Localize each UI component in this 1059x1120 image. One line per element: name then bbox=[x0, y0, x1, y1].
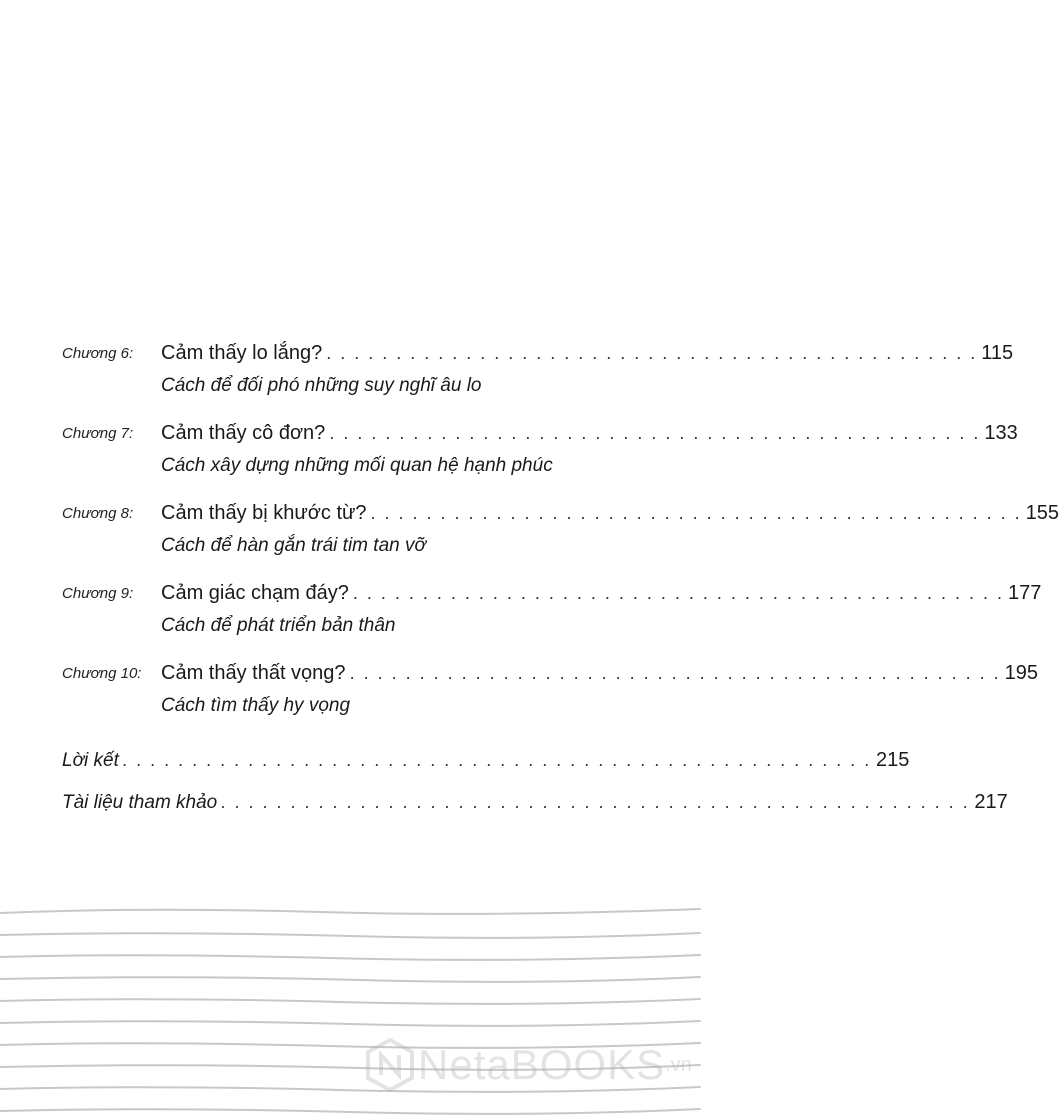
chapter-label: Chương 10: bbox=[62, 665, 142, 682]
chapter-title: Cảm thấy bị khước từ? bbox=[161, 502, 367, 524]
chapter-title: Cảm thấy thất vọng? bbox=[161, 662, 346, 684]
chapter-label: Chương 6: bbox=[62, 345, 134, 362]
chapter-subtitle: Cách tìm thấy hy vọng bbox=[161, 695, 351, 716]
chapter-title-line bbox=[161, 498, 1059, 528]
netabooks-logo-icon bbox=[362, 1037, 418, 1093]
chapter-subtitle: Cách để hàn gắn trái tim tan vỡ bbox=[161, 535, 426, 556]
dot-leader: . . . . . . . . . . . . . . . . . . . . . . . . . . . . . . . . . . . . . . . . . . . . . . . bbox=[329, 423, 981, 443]
chapter-6-entry bbox=[62, 338, 1014, 418]
dot-leader: . . . . . . . . . . . . . . . . . . . . . . . . . . . . . . . . . . . . . . . . . . . . . . . . . . . . . . bbox=[122, 750, 873, 770]
dot-leader: . . . . . . . . . . . . . . . . . . . . . . . . . . . . . . . . . . . . . . . . . . . . . . . bbox=[326, 343, 978, 363]
chapter-9-entry bbox=[62, 578, 1042, 658]
dot-leader: . . . . . . . . . . . . . . . . . . . . . . . . . . . . . . . . . . . . . . . . . . . . . . . bbox=[370, 503, 1022, 523]
chapter-title: Cảm thấy cô đơn? bbox=[161, 422, 326, 444]
page-number: 133 bbox=[984, 422, 1018, 444]
watermark bbox=[362, 1030, 692, 1100]
chapter-title: Cảm thấy lo lắng? bbox=[161, 342, 323, 364]
watermark-brand: NetaBOOKS bbox=[418, 1041, 666, 1088]
chapter-subtitle: Cách để đối phó những suy nghĩ âu lo bbox=[161, 375, 482, 396]
references-entry bbox=[62, 787, 1008, 818]
extra-title: Lời kết bbox=[62, 750, 119, 771]
page-number: 155 bbox=[1025, 502, 1059, 524]
page-number: 217 bbox=[974, 791, 1008, 813]
chapter-subtitle: Cách xây dựng những mối quan hệ hạnh phúc bbox=[161, 455, 553, 476]
extra-title: Tài liệu tham khảo bbox=[62, 792, 218, 813]
dot-leader: . . . . . . . . . . . . . . . . . . . . . . . . . . . . . . . . . . . . . . . . . . . . . . . . . . . . . . bbox=[221, 792, 971, 812]
chapter-subtitle: Cách để phát triển bản thân bbox=[161, 615, 396, 636]
chapter-8-entry bbox=[62, 498, 1059, 578]
chapter-title: Cảm giác chạm đáy? bbox=[161, 582, 349, 604]
chapter-title-line bbox=[161, 338, 1014, 368]
chapter-title-line bbox=[161, 658, 1039, 688]
page-number: 215 bbox=[876, 749, 910, 771]
page-number: 195 bbox=[1004, 662, 1039, 684]
chapter-label: Chương 8: bbox=[62, 505, 134, 522]
chapter-7-entry bbox=[62, 418, 1018, 498]
chapter-10-entry bbox=[62, 658, 1039, 738]
dot-leader: . . . . . . . . . . . . . . . . . . . . . . . . . . . . . . . . . . . . . . . . . . . . . . . bbox=[349, 663, 1001, 683]
chapter-label: Chương 7: bbox=[62, 425, 134, 442]
page-number: 177 bbox=[1007, 582, 1042, 604]
dot-leader: . . . . . . . . . . . . . . . . . . . . . . . . . . . . . . . . . . . . . . . . . . . . . . . bbox=[352, 583, 1004, 603]
page-number: 115 bbox=[981, 342, 1014, 364]
chapter-title-line bbox=[161, 418, 1018, 448]
chapter-title-line bbox=[161, 578, 1042, 608]
table-of-contents bbox=[62, 338, 1059, 813]
chapter-label: Chương 9: bbox=[62, 585, 134, 602]
epilogue-entry bbox=[62, 745, 910, 776]
watermark-suffix: .vn bbox=[665, 1053, 692, 1076]
